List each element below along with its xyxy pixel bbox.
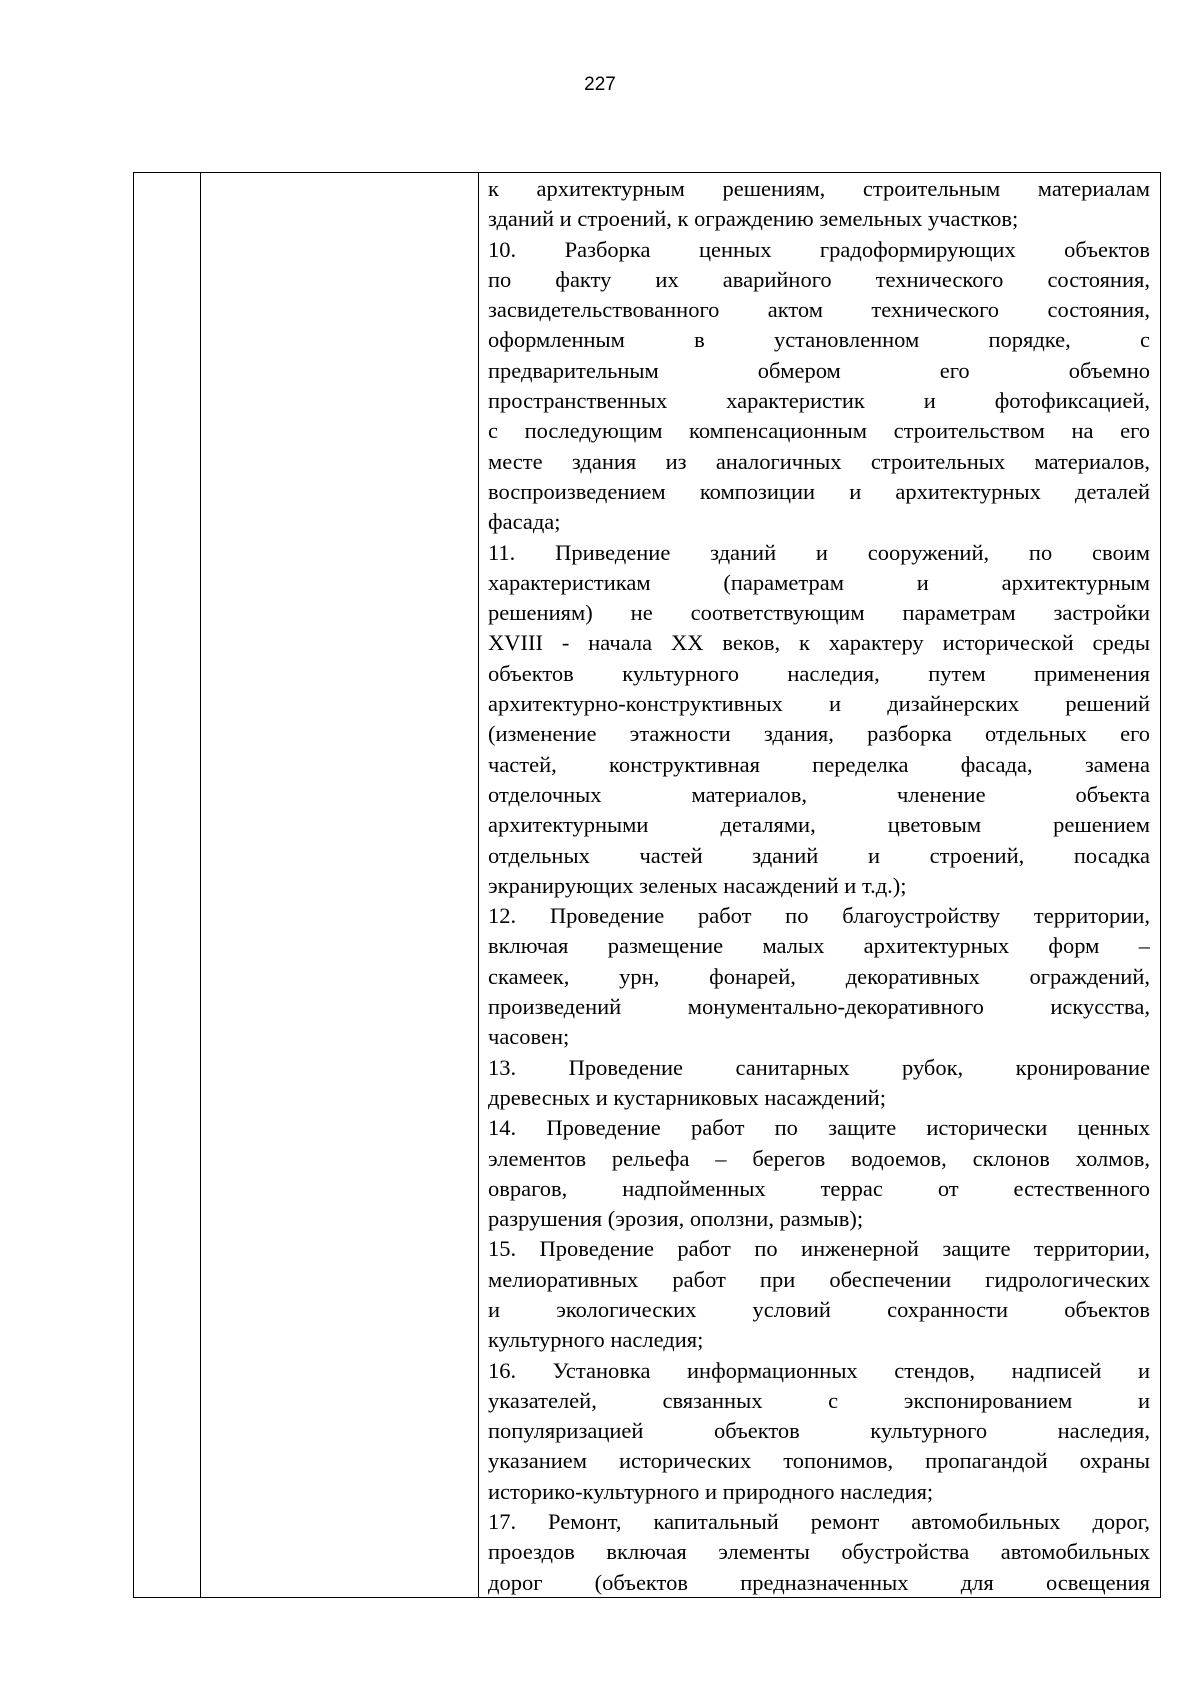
text-line: с последующим компенсационным строительством на его (488, 418, 1150, 444)
text-line: оформленным в установленном порядке, с (488, 327, 1150, 353)
column-divider-1 (200, 173, 201, 1597)
text-line: часовен; (488, 1024, 570, 1050)
text-line: экранирующих зеленых насаждений и т.д.); (488, 872, 907, 898)
text-line: предварительным обмером его объемно (488, 357, 1150, 383)
text-line: 10. Разборка ценных градоформирующих объектов (488, 236, 1150, 262)
text-line: объектов культурного наследия, путем применения (488, 660, 1150, 686)
text-line: элементов рельефа – берегов водоемов, склонов холмов, (488, 1145, 1150, 1171)
text-line: пространственных характеристик и фотофиксацией, (488, 388, 1150, 414)
text-line: указанием исторических топонимов, пропагандой охраны (488, 1448, 1150, 1474)
column-divider-2 (478, 173, 479, 1597)
text-line: 11. Приведение зданий и сооружений, по своим (488, 539, 1150, 565)
text-line: 13. Проведение санитарных рубок, кронирование (488, 1054, 1150, 1080)
text-line: воспроизведением композиции и архитектурных деталей (488, 478, 1150, 504)
text-line: отделочных материалов, членение объекта (488, 781, 1150, 807)
text-line: по факту их аварийного технического состояния, (488, 266, 1150, 292)
text-line: дорог (объектов предназначенных для освещения (488, 1569, 1150, 1595)
text-line: 14. Проведение работ по защите исторически ценных (488, 1115, 1150, 1141)
text-line: зданий и строений, к ограждению земельных участков; (488, 206, 1019, 232)
text-line: скамеек, урн, фонарей, декоративных ограждений, (488, 963, 1150, 989)
text-line: 17. Ремонт, капитальный ремонт автомобильных дорог, (488, 1509, 1150, 1535)
text-line: (изменение этажности здания, разборка отдельных его (488, 721, 1150, 747)
text-line: культурного наследия; (488, 1327, 704, 1353)
document-table (133, 172, 1161, 1598)
text-line: частей, конструктивная переделка фасада, замена (488, 751, 1150, 777)
text-line: месте здания из аналогичных строительных материалов, (488, 448, 1150, 474)
text-line: произведений монументально-декоративного искусства, (488, 994, 1150, 1020)
text-line: разрушения (эрозия, оползни, размыв); (488, 1206, 864, 1232)
text-line: характеристикам (параметрам и архитектурным (488, 569, 1150, 595)
text-line: историко-культурного и природного наследия; (488, 1478, 934, 1504)
text-line: XVIII - начала XX веков, к характеру исторической среды (488, 630, 1150, 656)
text-line: и экологических условий сохранности объектов (488, 1296, 1150, 1322)
text-line: к архитектурным решениям, строительным материалам (488, 176, 1150, 201)
text-line: 16. Установка информационных стендов, надписей и (488, 1357, 1150, 1383)
text-line: архитектурными деталями, цветовым решением (488, 812, 1150, 838)
text-line: архитектурно-конструктивных и дизайнерских решений (488, 691, 1150, 717)
text-line: решениям) не соответствующим параметрам застройки (488, 600, 1150, 626)
table-cell-right (488, 174, 1150, 1598)
text-line: включая размещение малых архитектурных форм – (488, 933, 1150, 959)
text-line: популяризацией объектов культурного наследия, (488, 1418, 1150, 1444)
page-number: 227 (584, 74, 616, 95)
text-line: 12. Проведение работ по благоустройству территории, (488, 903, 1150, 929)
text-line: 15. Проведение работ по инженерной защите территории, (488, 1236, 1150, 1262)
text-line: фасада; (488, 509, 561, 535)
text-line: мелиоративных работ при обеспечении гидрологических (488, 1266, 1150, 1292)
text-line: указателей, связанных с экспонированием и (488, 1387, 1150, 1413)
text-line: отдельных частей зданий и строений, посадка (488, 842, 1150, 868)
text-line: древесных и кустарниковых насаждений; (488, 1084, 886, 1110)
text-line: проездов включая элементы обустройства автомобильных (488, 1539, 1150, 1565)
text-line: оврагов, надпойменных террас от естественного (488, 1175, 1150, 1201)
text-line: засвидетельствованного актом технического состояния, (488, 297, 1150, 323)
